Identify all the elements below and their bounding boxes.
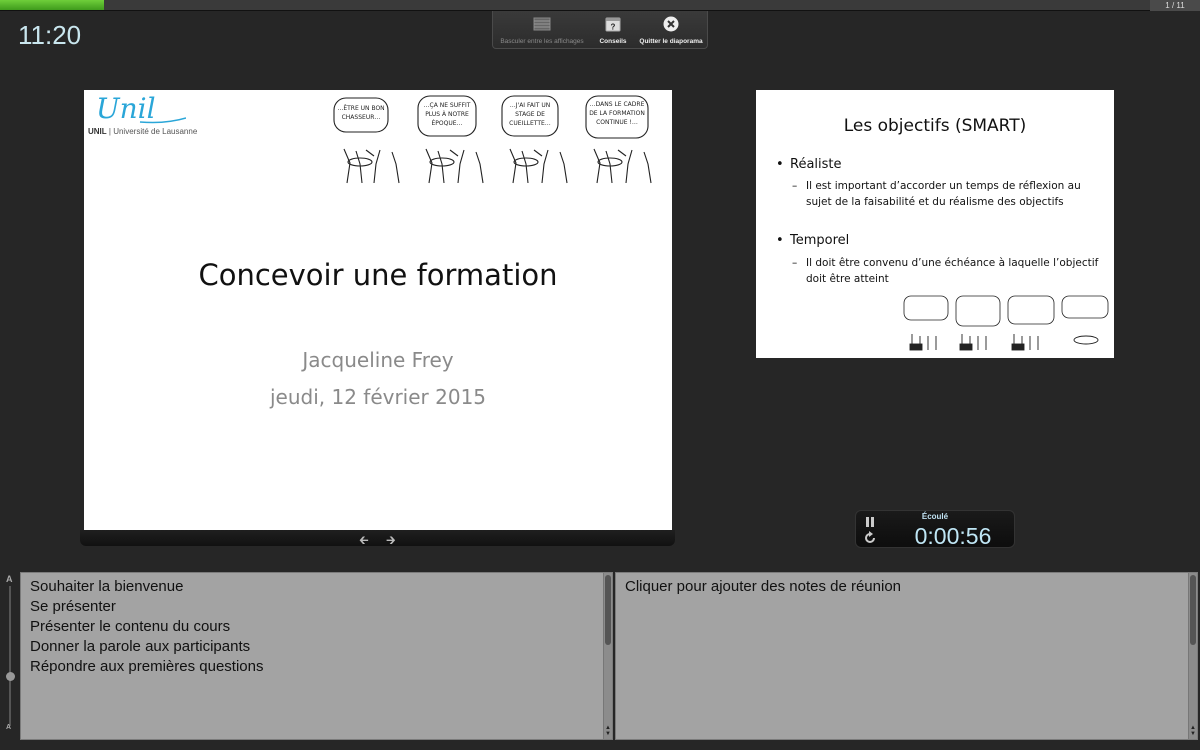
- svg-text:STAGE DE: STAGE DE: [515, 111, 545, 118]
- quit-slideshow-label: Quitter le diaporama: [639, 38, 703, 45]
- presenter-toolbar: [492, 11, 708, 49]
- svg-text:CONTINUE !…: CONTINUE !…: [596, 119, 638, 126]
- slide-title: Concevoir une formation: [198, 258, 558, 292]
- note-line: Présenter le contenu du cours: [30, 618, 231, 635]
- svg-text:CHASSEUR…: CHASSEUR…: [341, 114, 381, 121]
- font-size-small-label: A: [6, 724, 12, 731]
- current-slide[interactable]: [84, 90, 672, 530]
- svg-text:…ÇA NE SUFFIT: …ÇA NE SUFFIT: [423, 102, 471, 109]
- sub-bullet-text: Il est important d’accorder un temps de réflexion au sujet de la faisabilité et du réalisme des objectifs: [806, 180, 1081, 208]
- font-size-large-label: A: [6, 574, 13, 584]
- comic-strip-thumbnail: [902, 294, 1110, 356]
- scrollbar-thumb[interactable]: [605, 575, 611, 645]
- switch-displays-button[interactable]: [493, 11, 591, 48]
- next-slide-icon[interactable]: 🡲: [386, 533, 396, 547]
- previous-slide-icon[interactable]: 🡰: [359, 533, 369, 547]
- timer-label: Écoulé: [921, 512, 949, 521]
- unil-subtitle-bold: UNIL: [88, 127, 107, 136]
- meeting-notes-scrollbar[interactable]: [1188, 573, 1197, 739]
- display-switch-icon: [533, 16, 551, 32]
- presenter-notes[interactable]: [20, 572, 613, 740]
- meeting-notes[interactable]: [615, 572, 1198, 740]
- sub-bullet-text: Il doit être convenu d’une échéance à laquelle l’objectif doit être atteint: [806, 257, 1099, 285]
- bullet-label: Temporel: [790, 233, 850, 248]
- font-size-slider[interactable]: [0, 572, 20, 740]
- note-line: Se présenter: [30, 598, 116, 615]
- unil-subtitle-text: | Université de Lausanne: [108, 127, 198, 136]
- switch-displays-label: Basculer entre les affichages: [500, 38, 584, 45]
- timer-value: 0:00:56: [914, 523, 992, 549]
- tips-button[interactable]: [591, 11, 635, 48]
- unil-subtitle: [88, 127, 197, 136]
- quit-slideshow-button[interactable]: [635, 11, 707, 48]
- bullet-label: Réaliste: [790, 157, 842, 172]
- svg-text:CUEILLETTE…: CUEILLETTE…: [509, 120, 551, 127]
- slide-date: jeudi, 12 février 2015: [269, 385, 487, 409]
- slide-counter: 1 / 11: [1150, 0, 1200, 11]
- scroll-arrows-icon[interactable]: ▲ ▼: [605, 725, 611, 737]
- meeting-notes-placeholder[interactable]: Cliquer pour ajouter des notes de réunion: [625, 578, 902, 595]
- note-line: Donner la parole aux participants: [30, 638, 251, 655]
- presenter-notes-scrollbar[interactable]: [603, 573, 612, 739]
- svg-text:PLUS À NOTRE: PLUS À NOTRE: [425, 111, 469, 118]
- bullet-realiste: • Réaliste: [776, 157, 842, 172]
- comic-strip-illustration: [330, 94, 670, 198]
- svg-text:ÉPOQUE…: ÉPOQUE…: [431, 120, 463, 127]
- svg-text:…J'AI FAIT UN: …J'AI FAIT UN: [509, 102, 551, 109]
- next-slide-title: Les objectifs (SMART): [843, 116, 1027, 136]
- progress-fill: [0, 0, 104, 10]
- slide-navigation-bar: [80, 530, 675, 546]
- note-line: Répondre aux premières questions: [30, 658, 264, 675]
- clock: 11:20: [18, 20, 82, 50]
- font-size-track: [9, 586, 11, 726]
- svg-text:?: ?: [610, 22, 616, 32]
- unil-logo-text: Unil: [96, 94, 156, 125]
- font-size-knob[interactable]: [6, 672, 15, 681]
- svg-text:…ÊTRE UN BON: …ÊTRE UN BON: [337, 105, 385, 112]
- close-icon: [663, 16, 679, 32]
- presenter-notes-text[interactable]: [30, 577, 263, 677]
- slide-progress-bar: [0, 0, 1200, 11]
- tips-label: Conseils: [599, 38, 627, 45]
- svg-text:DE LA FORMATION: DE LA FORMATION: [589, 110, 645, 117]
- sub-bullet: – Il est important d’accorder un temps de réflexion au sujet de la faisabilité et du réalisme des objectifs: [792, 178, 1102, 210]
- sub-bullet: – Il doit être convenu d’une échéance à laquelle l’objectif doit être atteint: [792, 255, 1102, 287]
- reset-icon[interactable]: [863, 531, 877, 550]
- next-slide-preview[interactable]: [756, 90, 1114, 358]
- bullet-temporel: • Temporel: [776, 233, 850, 248]
- slide-author: Jacqueline Frey: [302, 348, 454, 372]
- scroll-arrows-icon[interactable]: ▲ ▼: [1190, 725, 1196, 737]
- help-icon: [605, 16, 621, 32]
- elapsed-timer: [855, 510, 1015, 548]
- scrollbar-thumb[interactable]: [1190, 575, 1196, 645]
- note-line: Souhaiter la bienvenue: [30, 578, 184, 595]
- svg-text:…DANS LE CADRE: …DANS LE CADRE: [589, 101, 645, 108]
